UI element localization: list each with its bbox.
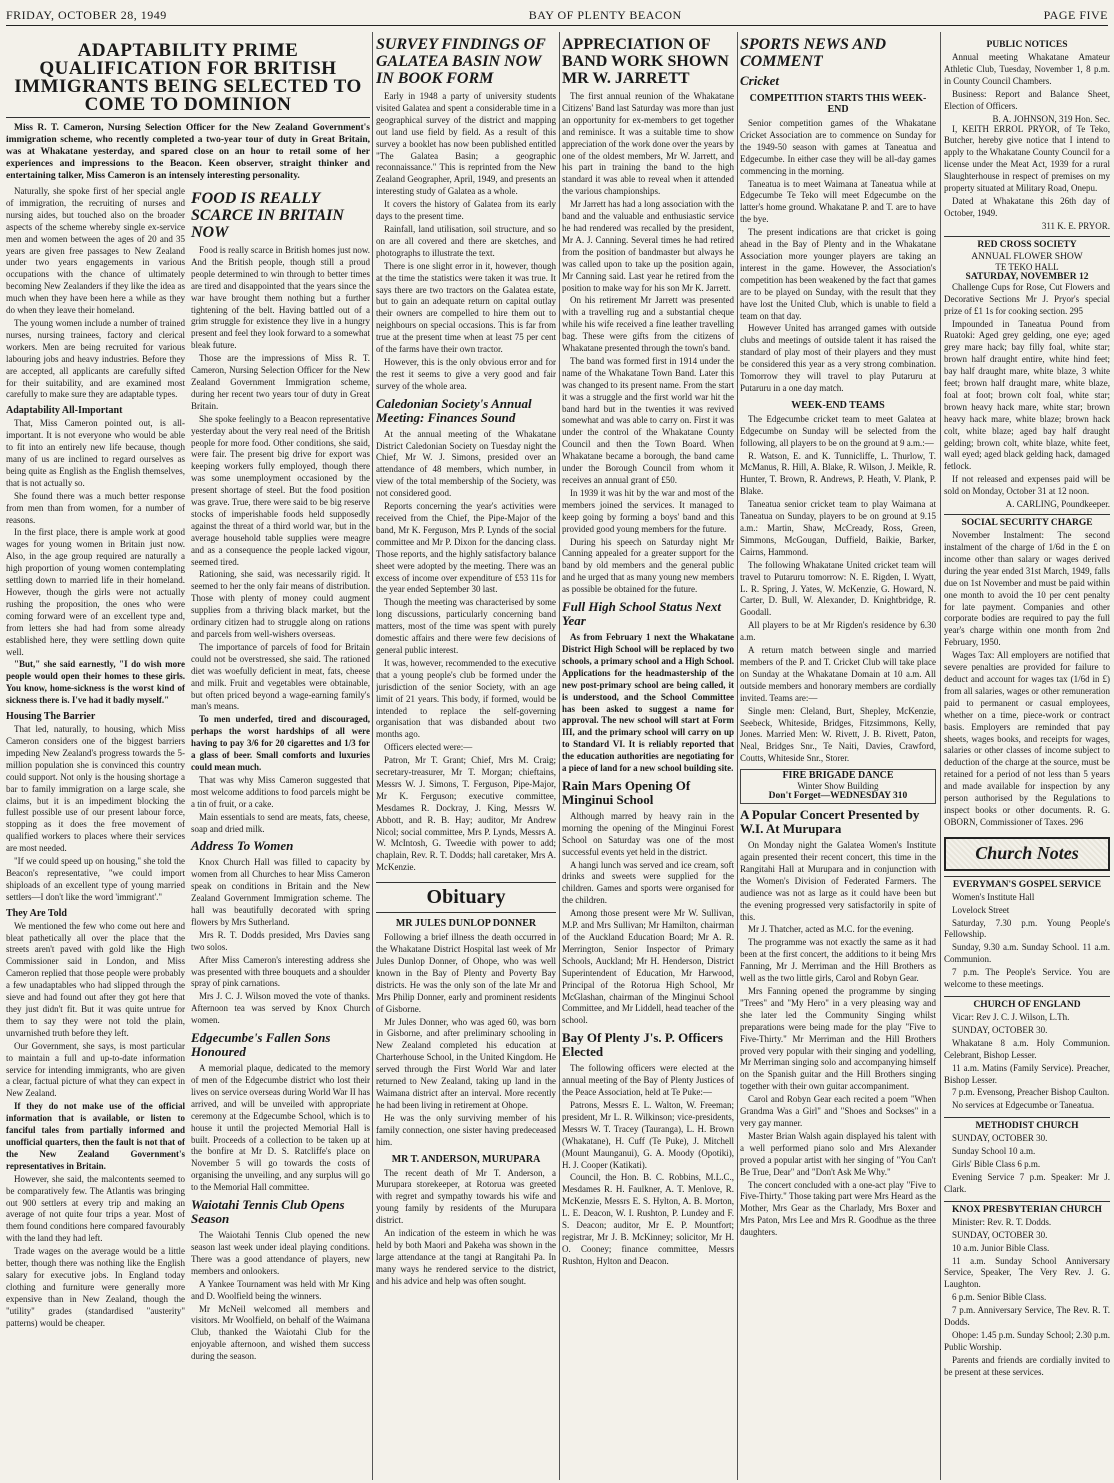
headline-address-to-women: Address To Women <box>191 838 294 854</box>
paragraph: The young women include a number of trained nurses, nursing trainees, factory and clerical workers. Men are being recruited for various labouring jobs and heavy industries. Before they are accepted, all applicants are carefully sifted for their suitability, and are examined most carefully to make sure they are adaptable types. <box>6 317 185 400</box>
church-line: Parents and friends are cordially invited to be present at these services. <box>944 1354 1110 1377</box>
church-line: Ohope: 1.45 p.m. Sunday School; 2.30 p.m. Public Worship. <box>944 1329 1110 1352</box>
heading-everyman-gospel: EVERYMAN'S GOSPEL SERVICE <box>944 876 1110 890</box>
paragraph-bold: To men underfed, tired and discouraged, perhaps the worst hardships of all were having to pay 3/6 for 20 cigarettes and 1/3 for a glass of beer. Small comforts and luxuries could mean much. <box>191 714 370 772</box>
subcolumn-right <box>191 186 370 1364</box>
obituary-name: MR JULES DUNLOP DONNER <box>395 918 537 930</box>
paragraph: Knox Church Hall was filled to capacity by women from all Churches to hear Miss Cameron speak on conditions in Britain and the New Zealand Government Immigration scheme. The hall was beautifully decorated with spring flowers by Mrs Sutherland. <box>191 857 370 927</box>
paragraph: The Edgecumbe cricket team to meet Galatea at Edgecumbe on Sunday will be selected from the following, all players to be on the ground at 9 a.m.:— <box>740 413 936 448</box>
subhead: Adaptability All-Important <box>6 405 123 417</box>
ad-title: FIRE BRIGADE DANCE <box>782 770 894 782</box>
church-line: 10 a.m. Junior Bible Class. <box>952 1242 1050 1253</box>
subhead: They Are Told <box>6 907 67 919</box>
notice: Challenge Cups for Rose, Cut Flowers and Decorative Sections Mr J. Pryor's special prize of £1 1s for cooking section. 295 <box>944 281 1110 316</box>
paragraph: The Waiotahi Tennis Club opened the new season last week under ideal playing conditions. There was a good attendance of players, new members and onlookers. <box>191 1230 370 1276</box>
notice: I, KEITH ERROL PRYOR, of Te Teko, Butcher, hereby give notice that I intend to apply to the Whakatane County Council for a license under the Meat Act, 1939 for a rural Slaughterhouse in respect of premises on my property situated at Military Road, Onepu. <box>944 123 1110 194</box>
subcolumn-left <box>6 186 185 1364</box>
notice: Dated at Whakatane this 26th day of October, 1949. <box>944 195 1110 218</box>
heading-red-cross: RED CROSS SOCIETY <box>944 236 1110 250</box>
ad-fire-brigade-dance <box>740 769 936 804</box>
church-line: Vicar: Rev J. C. J. Wilson, L.Th. <box>952 1012 1070 1022</box>
paragraph: Rainfall, land utilisation, soil structure, and so on are all covered and there are sketches, and photographs to illustrate the text. <box>376 223 556 258</box>
paragraph: Rationing, she said, was necessarily rigid. It seemed to her the only fair means of distribution. Those with plenty of money could augment supplies from a thriving black market, but the ordinary citizen had to struggle along on rations and parcels from well-wishers overseas. <box>191 569 370 639</box>
event-title: ANNUAL FLOWER SHOW <box>971 251 1083 262</box>
column-rule <box>559 32 560 1480</box>
church-line: 11 a.m. Sunday School Anniversary Service, Speaker, The Very Rev. J. G. Laughton. <box>944 1255 1110 1290</box>
paragraph: She spoke feelingly to a Beacon representative yesterday about the very real need of the British people for more food. Other conditions, she said, were fair. The present big drive for export was keeping workers fully employed, though there was some unemployment occasioned by the present shortage of steel. But the food position was grave. True, there were said to be big reserve stocks of imperishable foods held supposedly against the threat of a third world war, but in the average household table supplies were meagre and as a consequence the people lacked vigour, seemed tired. <box>191 413 370 567</box>
heading-social-security: SOCIAL SECURITY CHARGE <box>944 514 1110 528</box>
church-line: Girls' Bible Class 6 p.m. <box>952 1159 1041 1170</box>
church-line: SUNDAY, OCTOBER 30. <box>952 1024 1048 1035</box>
church-line: Saturday, 7.30 p.m. Young People's Fellowship. <box>944 917 1110 940</box>
notice-impounded: Impounded in Taneatua Pound from Ruatoki: Aged grey gelding, one eye; aged grey mare hack; bay filly foal, white star; brown half draught entire, white hind feet; bay half draught mare, white blaze, 3 white feet; brown half draught mare, white blaze, foal at foot; brown colt foal, white star; brown heavy hack mare, white star; brown heavy hack mare, white blaze; brown hack colt, white blaze; aged bay half draught gelding; brown colt, white blaze, white feet, wall eyed; aged black gelding hack, damaged fetlock. <box>944 318 1110 472</box>
paragraph: "If we could speed up on housing," she told the Beacon's representative, "we could import shiploads of an excellent type of young married settlers—I don't like the word 'immigrant'." <box>6 856 185 902</box>
paragraph: In the first place, there is ample work at good wages for young women in Britain just now. Also, in the age group required are naturally a high proportion of young women contemplating settling down to married life in their homeland. However, though the girls were not actually rushing the proposition, the ones who were coming forward were of an excellent type and, from letters she had had from some already established here, they were settling down quite well. <box>6 527 185 657</box>
church-line: 7 p.m. Evensong, Preacher Bishop Caulton. <box>952 1087 1110 1098</box>
church-line: Minister: Rev. R. T. Dodds. <box>952 1216 1052 1227</box>
paragraph: Council, the Hon. B. C. Robbins, M.L.C., Mesdames R. H. Faulkner, A. T. Menlove, R. McKenzie, Messrs E. S. Hylton, A. B. Morton, L. E. Deacon, W. I. Rushton, P. Lundey and F. S. Deacon; auditor, Mr E. P. Mountfort; registrar, Mr J. B. McKinney; solicitor, Mr H. O. Cooney; finance committee, Messrs Rushton, Hylton and Deacon. <box>562 1172 734 1266</box>
paragraph: Naturally, she spoke first of her special angle of immigration, the recruiting of nurses and nursing aides, but touched also on the broader aspects of the scheme whereby single ex-service men and women between the ages of 20 and 35 years are given free passages to New Zealand under two years engagements in various occupations with the chance of ultimately becoming New Zealanders if they like the idea as much when they have been here a while as they do when they leave their homeland. <box>6 186 185 316</box>
paragraph: Among those present were Mr W. Sullivan, M.P. and Mrs Sullivan; Mr Hamilton, chairman of the Auckland Education Board; Mr A. R. Merrington, Senior Inspector of Primary Schools, Auckland; Mr H. Henderson, District Superintendent of Education, Mr Harwood, Principal of the Rotorua High School, Mr McGlashan, chairman of the Minginui School Committee, and Mr Liddell, head teacher of the school. <box>562 908 734 1026</box>
notice: If not released and expenses paid will be sold on Monday, October 31 at 12 noon. <box>944 474 1110 497</box>
paragraph: Officers elected were:— <box>384 742 473 753</box>
church-line: Whakatane 8 a.m. Holy Communion. Celebrant, Bishop Lesser. <box>944 1037 1110 1060</box>
subhead-competition: COMPETITION STARTS THIS WEEK-END <box>749 93 927 115</box>
paragraph: Those are the impressions of Miss R. T. Cameron, Nursing Selection Officer for the New Zealand Government Immigration scheme, during her recent two years tour of duty in Great Britain. <box>191 353 370 411</box>
paragraph: Master Brian Walsh again displayed his talent with a well performed piano solo and Mrs Alexander proved a popular artist with her singing of "You Can't Be True, Dear" and "Don't Ask Me Why." <box>740 1130 936 1177</box>
paragraph: The following Whakatane United cricket team will travel to Putaruru tomorrow: N. E. Rigden, I. Wyatt, L. R. Spring, J. Yates, W. McKenzie, G. Howard, N. Carter, D. Bull, W. Alexander, D. Knightbridge, R. Goodall. <box>740 559 936 618</box>
paragraph: During his speech on Saturday night Mr Canning appealed for a greater support for the band by old members and the general public and he urged that as many young new members as possible be obtained for the future. <box>562 536 734 595</box>
paragraph: The present indications are that cricket is going ahead in the Bay of Plenty and in the Whakatane Association more younger players are taking an interest in the game. However, the Association's competition has been weakened by the fact that games are to be played on Sunday, with the result that they have lost the United Club, which is unable to field a team on that day. <box>740 227 936 321</box>
paragraph: Mr J. Thatcher, acted as M.C. for the evening. <box>748 924 914 935</box>
heading-church-of-england: CHURCH OF ENGLAND <box>944 996 1110 1010</box>
paragraph: Reports concerning the year's activities were received from the Chief, the Pipe-Major of the band, Mr K. Ferguson, Mrs P. Lynds of the social committee and Mr P. Dixon for the dancing class. Those reports, and the highly satisfactory balance sheet were adopted by the meeting. There was an excess of income over expenditure of £53 11s for the year ended September 30 last. <box>376 501 556 595</box>
paragraph: A hangi lunch was served and ice cream, soft drinks and sweets were supplied for the children. Games and sports were organised for the children. <box>562 859 734 906</box>
paragraph: However, this is the only obvious error and for the rest it seems to give a very good and fair survey of the whole area. <box>376 356 556 391</box>
paragraph: The programme was not exactly the same as it had been at the first concert, the additions to it being Mrs Fanning, Mr J. Merriman and the Hill Brothers as well as the two little girls, Carol and Robyn Gear. <box>740 937 936 984</box>
paragraph-bold: If they do not make use of the official information that is available, or listen to fanciful tales from partially informed and unofficial quarters, then the fault is not that of the New Zealand Government's representatives in Britain. <box>6 1101 185 1171</box>
church-line: Women's Institute Hall <box>952 891 1035 902</box>
pull-quote: "But," she said earnestly, "I do wish more people would open their homes to these girls. You know, home-sickness is the worst kind of sickness there is. I've had it badly myself." <box>6 659 185 706</box>
paragraph: He was the only surviving member of his family connection, one sister having predeceased him. <box>376 1112 556 1147</box>
church-line: SUNDAY, OCTOBER 30. <box>952 1133 1048 1144</box>
notice: Annual meeting Whakatane Amateur Athletic Club, Tuesday, November 1, 8 p.m. in County Council Chambers. <box>944 52 1110 86</box>
headline-edgecumbe: Edgecumbe's Fallen Sons Honoured <box>191 1030 331 1060</box>
paragraph: After Miss Cameron's interesting address she was presented with three bouquets and a shoulder spray of pink carnations. <box>191 954 370 989</box>
paragraph: The band was formed first in 1914 under the name of the Whakatane Town Band. Later this was changed to its present name. From the start it was a struggle and the first world war hit the band hard but in the twenties it was revived somewhat and was able to carry on. First it was under the control of the Whakatane County Council and then the Town Board. When Whakatane became a borough, the band came under the Borough Council from whom it receives an annual grant of £50. <box>562 355 734 485</box>
paragraph: The following officers were elected at the annual meeting of the Bay of Plenty Justices of the Peace Association, held at Te Puke:— <box>562 1063 734 1098</box>
paragraph: Though the meeting was characterised by some long discussions, particularly concerning band matters, most of the time was spent with purely domestic affairs and there were few decisions of general public interest. <box>376 597 556 655</box>
masthead <box>6 4 1108 26</box>
headline-jp-officers: Bay Of Plenty J's. P. Officers Elected <box>562 1030 723 1060</box>
church-line: Lovelock Street <box>952 904 1010 915</box>
headline-band-appreciation: APPRECIATION OF BAND WORK SHOWN MR W. JARRETT <box>562 36 729 87</box>
paragraph: On his retirement Mr Jarrett was presented with a travelling rug and a substantial cheque while his wife received a fine leather travelling bag. These were gifts from the citizens of Whakatane presented through the town's band. <box>562 295 734 354</box>
obituary-name: MR T. ANDERSON, MURUPARA <box>391 1153 541 1165</box>
church-notes-banner: Church Notes <box>944 837 1110 871</box>
paragraph: There is one slight error in it, however, though at the time the statistics were taken it was true. It says there are two tractors on the Galatea estate, but to gain an adequate return on capital outlay their owners are compelled to hire them out to neighbours on special occasions. This is far from true at the present time when at least 75 per cent of the farms have their own tractor. <box>376 260 556 355</box>
headline-caledonian: Caledonian Society's Annual Meeting: Finances Sound <box>376 395 532 425</box>
paragraph: Early in 1948 a party of university students visited Galatea and spent a considerable time in a geographical survey of the district and mapping out land use field by field. As a result of this survey a booklet has now been published entitled "The Galatea Basin; a geographic reconnaissance." This is reprinted from the New Zealand Geographer, April, 1949, and presents an interesting study of Galatea as a whole. <box>376 91 556 197</box>
column-2 <box>376 32 556 1480</box>
paragraph: However, she said, the malcontents seemed to be comparatively few. The Atlantis was bringing out 900 settlers at every trip and making an average of not quite four trips a year. Most of them found conditions here compared favourably with the land they had left. <box>6 1173 185 1244</box>
heading-knox-presbyterian: KNOX PRESBYTERIAN CHURCH <box>944 1201 1110 1215</box>
headline-high-school: Full High School Status Next Year <box>562 599 721 629</box>
event-date: SATURDAY, NOVEMBER 12 <box>965 271 1089 282</box>
paragraph: We mentioned the few who come out here and bleat pathetically all over the place that the streets aren't paved with gold like the High Commissioner said in London, and Miss Cameron replied that those people were probably a few unadaptables who had slipped through the sieve and had found out after they got here that they just didn't fit. But it was quite untrue for them to say they were not told the plain, unvarnished truth before they left. <box>6 920 185 1038</box>
notice: Wages Tax: All employers are notified that severe penalties are provided for failure to deduct and account for wages tax (1/6d in £) from all salaries, wages or other remuneration paid to permanent or casual employees, whether on a time, piece-work or contract basis. Employers are reminded that pay sheets, wages books, and receipts for wages, salaries or other classes of income subject to deduction of the charge at the source, must be retained for a period of not less than 5 years and made available for inspection by any person authorised by the Regulations to inspect books or other documents. R. G. OBORN, Commissioner of Taxes. 296 <box>944 650 1110 827</box>
paragraph: Single men: Cleland, Burt, Shepley, McKenzie, Seebeck, Whiteside, Bridges, Fitzsimmons, Kelly, Jones. Married Men: W. Rivett, J. B. Rivett, Paton, Neal, Bridges Snr., Te Naiti, Davies, Crawford, Coutts, Whiteside Snr., Storer. <box>740 705 936 764</box>
paragraph: All players to be at Mr Rigden's residence by 6.30 a.m. <box>740 620 936 643</box>
paragraph: It was, however, recommended to the executive that a young people's club be formed under the jurisdiction of the senior Society, with an age limit of 21 years. This body, if formed, would be intended to replace the self-governing organisation that was disbanded about two months ago. <box>376 657 556 740</box>
paragraph: That led, naturally, to housing, which Miss Cameron considers one of the biggest barriers impeding New Zealand's progress towards the 5-million population she is convinced this country could support. Not only is the housing shortage a bar to family immigration on a large scale, she claims, but it is an impediment blocking the fullest possible use of our present labour force, stopping as it does the free movement of qualified workers to places where their services are most needed. <box>6 724 185 854</box>
paragraph: Taneatua is to meet Waimana at Taneatua while at Edgecumbe Te Teko will meet Edgecumbe on the latter's home ground. Whakatane P. and T. are to have the bye. <box>740 178 936 225</box>
event-venue: TE TEKO HALL <box>995 261 1059 272</box>
ad-venue: Winter Show Building <box>797 781 879 792</box>
church-line: 7 p.m. Anniversary Service, The Rev. R. T. Dodds. <box>944 1305 1110 1328</box>
headline-food: FOOD IS REALLY SCARCE IN BRITAIN NOW <box>191 190 344 241</box>
notice: November Instalment: The second instalment of the charge of 1/6d in the £ on income other than salary or wages derived during the year ended 31st March, 1949, falls due on 1st November and must be paid within one month to avoid the 10 per cent penalty for late payment. Companies and other corporate bodies are required to pay the full year's charge within one month from 2nd February, 1950. <box>944 530 1110 648</box>
paragraph: That was why Miss Cameron suggested that most welcome additions to food parcels might be a tin of fruit, or a cake. <box>191 774 370 809</box>
masthead-paper-name: BAY OF PLENTY BEACON <box>528 8 682 22</box>
column-rule <box>737 32 738 1480</box>
paragraph: Mrs R. T. Dodds presided, Mrs Davies sang two solos. <box>191 929 370 952</box>
paragraph: Following a brief illness the death occurred in the Whakatane District Hospital last week of Mr Jules Dunlop Donner, of Ohope, who was well known in the Bay of Plenty and Poverty Bay districts. He was the only son of the late Mr and Mrs Philip Donner, early and prominent residents of Gisborne. <box>376 932 556 1014</box>
headline-tennis: Waiotahi Tennis Club Opens Season <box>191 1197 345 1227</box>
heading-public-notices: PUBLIC NOTICES <box>986 40 1068 50</box>
section-cricket: Cricket <box>740 73 779 88</box>
paragraph: A return match between single and married members of the P. and T. Cricket Club will take place on Sunday at the Whakatane Domain at 10 a.m. All outside members and honorary members are cordially invited. Teams are:— <box>740 645 936 703</box>
obituary-banner: Obituary <box>376 882 556 913</box>
masthead-date: FRIDAY, OCTOBER 28, 1949 <box>6 8 167 22</box>
paragraph: Main essentials to send are meats, fats, cheese, soap and dried milk. <box>191 811 370 834</box>
masthead-page: PAGE FIVE <box>1043 8 1108 22</box>
paragraph: At the annual meeting of the Whakatane District Caledonian Society on Tuesday night the Chief, Mr W. J. Simons, presided over an attendance of 48 members, which number, in view of the total membership of the Society, was not considered good. <box>376 428 556 499</box>
paragraph: She found there was a much better response from men than from women, for a number of reasons. <box>6 490 185 525</box>
paragraph: A Yankee Tournament was held with Mr King and D. Woolfield being the winners. <box>191 1278 370 1301</box>
column-5-notices <box>944 32 1110 1480</box>
paragraph: Although marred by heavy rain in the morning the opening of the Minginui Forest School on Saturday was one of the most successful events yet held in the district. <box>562 810 734 857</box>
church-line: Sunday School 10 a.m. <box>952 1146 1036 1157</box>
paragraph: In 1939 it was hit by the war and most of the members joined the services. It managed to keep going by forming a boys' band and this provided good young members for the future. <box>562 487 734 534</box>
church-line: SUNDAY, OCTOBER 30. <box>952 1229 1048 1240</box>
subhead: Housing The Barrier <box>6 711 96 723</box>
article-adaptability <box>6 32 370 1480</box>
heading-methodist: METHODIST CHURCH <box>944 1117 1110 1131</box>
paragraph: The concert concluded with a one-act play "Five to Five-Thirty." Those taking part were Mrs Heard as the Mother, Mrs Gear as the Charlady, Mrs Boxer and Mrs Paton, Mrs Lee and Mrs R. Goodhue as the three daughters. <box>740 1179 936 1238</box>
church-line: 7 p.m. The People's Service. You are welcome to these meetings. <box>944 967 1110 990</box>
notice: Business: Report and Balance Sheet, Election of Officers. <box>944 88 1110 111</box>
paragraph: Mr Jarrett has had a long association with the band and the valuable and enthusiastic service he had rendered was recalled by the president, Mr A. J. Canning. Several times he had retired from the position of bandmaster but always he was called upon to take up the position again, Mr Canning said. Last year he retired from the position to make way for his son Mr K. Jarrett. <box>562 199 734 293</box>
paragraph: Food is really scarce in British homes just now. And the British people, though still a proud people determined to win through to better times are tired and disappointed that the years since the war have brought them nothing but a further tightening of the belt. Having battled out of a grim struggle for existence they live in a hungry present and feel they look forward to a somewhat bleak future. <box>191 245 370 351</box>
paragraph: The importance of parcels of food for Britain could not be overstressed, she said. The rationed diet was woefully deficient in meat, fats, cheese and milk. Fruit and vegetables were obtainable, but often priced beyond a wage-earning family's man's means. <box>191 641 370 712</box>
church-line: 6 p.m. Senior Bible Class. <box>952 1292 1047 1303</box>
notice-signature: 311 K. E. PRYOR. <box>1041 220 1110 231</box>
ad-date: Don't Forget—WEDNESDAY 310 <box>768 791 908 802</box>
paragraph: Senior competition games of the Whakatane Cricket Association are to commence on Sunday for the 1949-50 season with games at Taneatua and Edgecumbe. In either case they will be all-day games commencing in the morning. <box>740 118 936 176</box>
notice-signature: A. CARLING, Poundkeeper. <box>1005 499 1110 510</box>
paragraph: Mrs J. C. J. Wilson moved the vote of thanks. Afternoon tea was served by Knox Church women. <box>191 991 370 1026</box>
headline-concert: A Popular Concert Presented by W.I. At Murupara <box>740 807 920 837</box>
subhead-teams: WEEK-END TEAMS <box>791 399 885 411</box>
column-rule <box>372 32 373 1480</box>
paragraph: Mr Jules Donner, who was aged 60, was born in Gisborne, and after preliminary schooling in New Zealand completed his education at Charterhouse School, in the United Kingdom. He served through the First World War and later returned to New Zealand, taking up land in the Waimana district after an interval. More recently he had been living in retirement at Ohope. <box>376 1016 556 1110</box>
notice-signature: B. A. JOHNSON, 319 Hon. Sec. <box>992 113 1110 124</box>
paragraph: That, Miss Cameron pointed out, is all-important. It is not everyone who would be able to fit into an entirely new life because, though many of us are inclined to regard ourselves as being quite as English as the English themselves, that is not actually so. <box>6 418 185 488</box>
headline-minginui: Rain Mars Opening Of Minginui School <box>562 777 691 807</box>
headline-galatea-survey: SURVEY FINDINGS OF GALATEA BASIN NOW IN BOOK FORM <box>376 36 546 87</box>
column-4-sports <box>740 32 936 1480</box>
paragraph: It covers the history of Galatea from its early days to the present time. <box>376 199 556 222</box>
paragraph: Taneatua senior cricket team to play Waimana at Taneatua on Sunday, players to be on ground at 9.15 a.m.: Martin, Shaw, McCready, Ross, Green, Simmons, McGougan, Duffield, Baikie, Barker, Cairns, Hammond. <box>740 499 936 557</box>
paragraph: The recent death of Mr T. Anderson, a Murupara storekeeper, at Rotorua was greeted with regret and sympathy towards his wife and young family by residents of the Murupara district. <box>376 1167 556 1226</box>
paragraph: On Monday night the Galatea Women's Institute again presented their recent concert, this time in the Rangitahi Hall at Murupara and in conjunction with the Women's Division of Federated Farmers. The audience was not as large as it could have been but the evening progressed very satisfactorily in spite of this. <box>740 840 936 922</box>
paragraph: Our Government, she says, is most particular to maintain a full and up-to-date information service for intending immigrants, who are given a clear, factual picture of what they can expect in New Zealand. <box>6 1040 185 1099</box>
paragraph: A memorial plaque, dedicated to the memory of men of the Edgecumbe district who lost their lives on service overseas during World War II has arrived, and will be unveiled with appropriate ceremony at the Edgecumbe School, which is to house it until the projected Memorial Hall is built. Proceeds of a collection to be taken up at the bonfire at Mr D. S. Ratcliffe's place on November 5 will go towards the costs of organising the unveiling, and any surplus will go to the Memorial Hall committee. <box>191 1063 370 1193</box>
paragraph: The first annual reunion of the Whakatane Citizens' Band last Saturday was more than just an opportunity for ex-members to get together and reminisce. It was a suitable time to show appreciation of the work done over the years by one of the oldest members, Mr W. Jarrett, and his part in training the band to the high standard it was able to reveal when it attended the various championships. <box>562 91 734 197</box>
paragraph: Trade wages on the average would be a little better, though there was nothing like the English salary for executive jobs. In England today clothing and furniture were generally more expensive than in New Zealand, though the "utility" grades (standardised "austerity" patterns) would be cheaper. <box>6 1246 185 1328</box>
church-line: Evening Service 7 p.m. Speaker: Mr J. Clark. <box>944 1171 1110 1194</box>
church-line: No services at Edgecumbe or Taneatua. <box>952 1100 1095 1111</box>
paragraph: Patron, Mr T. Grant; Chief, Mrs M. Craig; secretary-treasurer, Mr T. Morgan; chieftains, Messrs W. J. Simons, T. Ferguson, Pipe-Major, Mr K. Ferguson; executive committee, Mesdames R. Dockray, J. King, Messrs W. Abbott, and R. B. Hay; auditor, Mr Andrew Nicol; social committee, Mrs P. Lynds, Messrs A. W. McIntosh, G. Tweedie with power to add; chaplain, Rev. R. T. Dodds; hall caretaker, Mrs A. McKenzie. <box>376 755 556 873</box>
church-line: Sunday, 9.30 a.m. Sunday School. 11 a.m. Communion. <box>944 942 1110 965</box>
paragraph: An indication of the esteem in which he was held by both Maori and Pakeha was shown in the large attendance at the tangi at Rangitahi Pa. In many ways he rendered service to the district, and his advice and help was often sought. <box>376 1228 556 1286</box>
paragraph: Mrs Fanning opened the programme by singing "Trees" and "My Hero" in a very pleasing way and she later led the Community Singing whilst preparations were being made for the play "Five to Five-Thirty." Mr Merriman and the Hill Brothers proved very popular with their singing and yodelling, Mr Merriman singing solo and accompanying himself on the Spanish guitar and the Hill Brothers singing together with their own guitar accompaniment. <box>740 986 936 1092</box>
headline-adaptability: ADAPTABILITY PRIME QUALIFICATION FOR BRITISH IMMIGRANTS BEING SELECTED TO COME TO DOMINION <box>6 42 370 118</box>
paragraph: R. Watson, E. and K. Tunnicliffe, L. Thurlow, T. McManus, R. Hill, A. Blake, R. Wilson, J. Meikle, R. Hunter, T. Brown, R. Andrews, P. Heath, V. Plank, P. Blake. <box>740 450 936 497</box>
column-rule <box>940 32 941 1480</box>
paragraph: Mr McNeil welcomed all members and visitors. Mr Woolfield, on behalf of the Waimana Club, thanked the Waiotahi Club for the enjoyable afternoon, and wished them success during the season. <box>191 1303 370 1362</box>
column-3 <box>562 32 734 1480</box>
headline-sports: SPORTS NEWS AND COMMENT <box>740 36 887 70</box>
paragraph: Carol and Robyn Gear each recited a poem "When Grandma Was a Girl" and "Shoes and Sockses" in a very gay manner. <box>740 1094 936 1128</box>
paragraph-bold: As from February 1 next the Whakatane District High School will be replaced by two schools, a primary school and a High School. Applications for the headmastership of the new post-primary school are being called, it is understood, and the School Committee has been asked to suggest a name for approval. The new school will start at Form III, and the primary school will carry on up to Standard VI. It is reliably reported that the education authorities are negotiating for a piece of land for a new school building site. <box>562 632 734 774</box>
article-lead: Miss R. T. Cameron, Nursing Selection Officer for the New Zealand Government's immigration scheme, who recently completed a two-year tour of duty in Great Britain, was at Whakatane yesterday, and spared close on an hour to retail some of her experiences and impressions to the Beacon. Keen observer, straight thinker and entertaining talker, Miss Cameron is an intensely interesting personality. <box>6 123 370 181</box>
paragraph: However United has arranged games with outside clubs and meetings of outside talent it has raised the standard of play most of their players and they must be considered this year as a very strong combination. Tomorrow they will travel to play Putaruru at Putaruru in a one day match. <box>740 323 936 393</box>
church-line: 11 a.m. Matins (Family Service). Preacher, Bishop Lesser. <box>944 1062 1110 1085</box>
paragraph: Patrons, Messrs E. L. Walton, W. Freeman; president, Mr L. R. Wilkinson; vice-presidents, Messrs W. T. Tracey (Tauranga), L. H. Brown (Whakatane), H. Cuff (Te Puke), J. Mitchell (Mount Maunganui), G. A. Moody (Opotiki), H. J. Cooper (Katikati). <box>562 1099 734 1170</box>
